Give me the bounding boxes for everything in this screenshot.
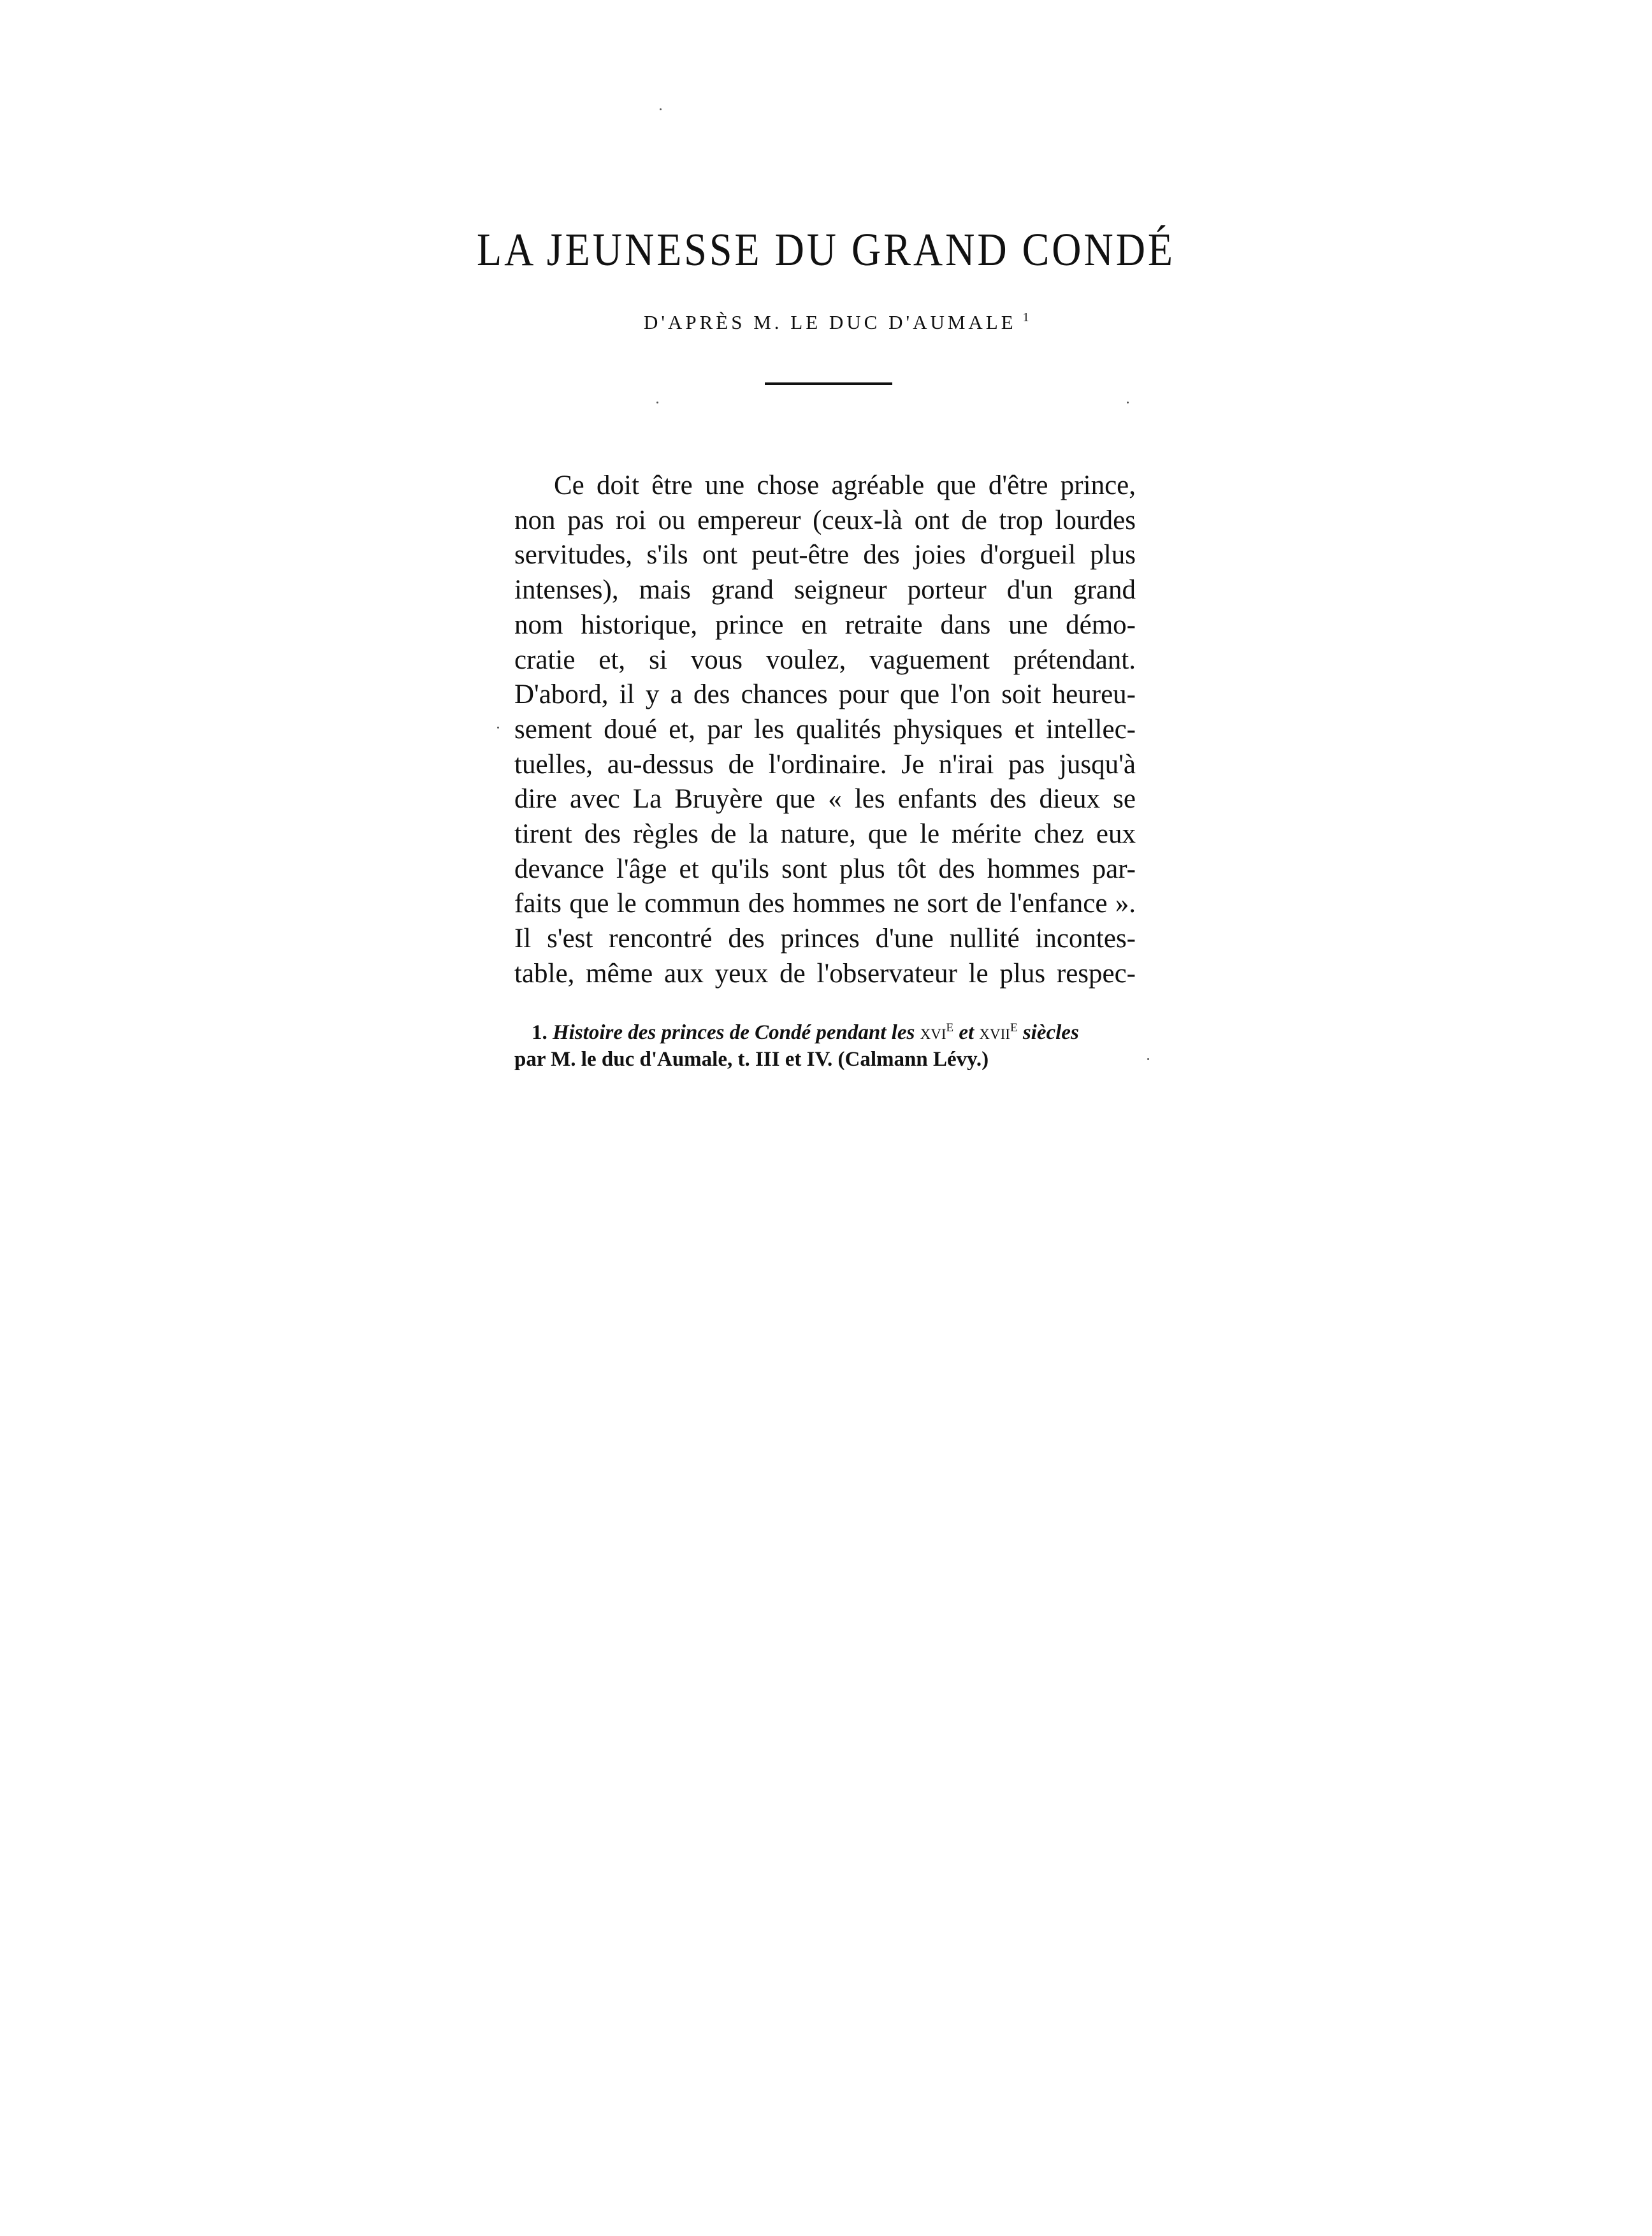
body-line: servitudes, s'ils ont peut-être des joies d'orgueil plus [514,540,1136,570]
body-line: intenses), mais grand seigneur porteur d'un grand [514,575,1136,606]
body-line: faits que le commun des hommes ne sort de l'enfance ». [514,889,1136,919]
footnote-century-2: xvii$^e$ [979,1015,1018,1044]
body-line: dire avec La Bruyère que « les enfants des dieux se [514,784,1136,815]
body-line: devance l'âge et qu'ils sont plus tôt des hommes par- [514,853,1136,884]
body-line: tuelles, au-dessus de l'ordinaire. Je n'irai pas jusqu'à [514,749,1136,780]
subtitle [644,311,1029,332]
footnote-book-title-start: Histoire des princes de Condé pendant les [553,1021,915,1044]
footnote [514,1012,1136,1073]
footnote-book-title-end: siècles [1022,1021,1079,1044]
scan-speck [497,727,499,729]
footnote-number: 1. [532,1021,547,1044]
footnote-line-2: par M. le duc d'Aumale, t. III et IV. (Calmann Lévy.) [514,1048,989,1071]
footnote-century-1: xvi$^e$ [920,1015,954,1044]
body-line: nom historique, prince en retraite dans une démo- [514,609,1136,640]
title-separator-rule [765,382,892,385]
scan-speck [1127,402,1129,403]
subtitle-text: D'APRÈS M. LE DUC D'AUMALE [644,311,1017,333]
body-line: non pas roi ou empereur (ceux-là ont de trop lourdes [514,505,1136,535]
body-paragraph [514,468,1136,992]
body-line: D'abord, il y a des chances pour que l'on soit heureu- [514,679,1136,710]
body-line: sement doué et, par les qualités physiques et intellec- [514,714,1136,744]
body-line: table, même aux yeux de l'observateur le plus respec- [514,958,1136,989]
body-line: cratie et, si vous voulez, vaguement prétendant. [514,644,1136,675]
footnote-line-1 [514,1012,1136,1046]
scan-speck [1147,1058,1149,1060]
scan-speck [656,402,658,403]
scan-speck [660,108,662,110]
body-line: Il s'est rencontré des princes d'une nullité incontes- [514,924,1136,954]
footnote-reference-mark: 1 [1022,310,1029,324]
footnote-joiner: et [959,1021,975,1044]
page-title: LA JEUNESSE DU GRAND CONDÉ [476,223,1176,276]
body-line: tirent des règles de la nature, que le mérite chez eux [514,819,1136,850]
body-line: Ce doit être une chose agréable que d'être prince, [554,470,1136,500]
